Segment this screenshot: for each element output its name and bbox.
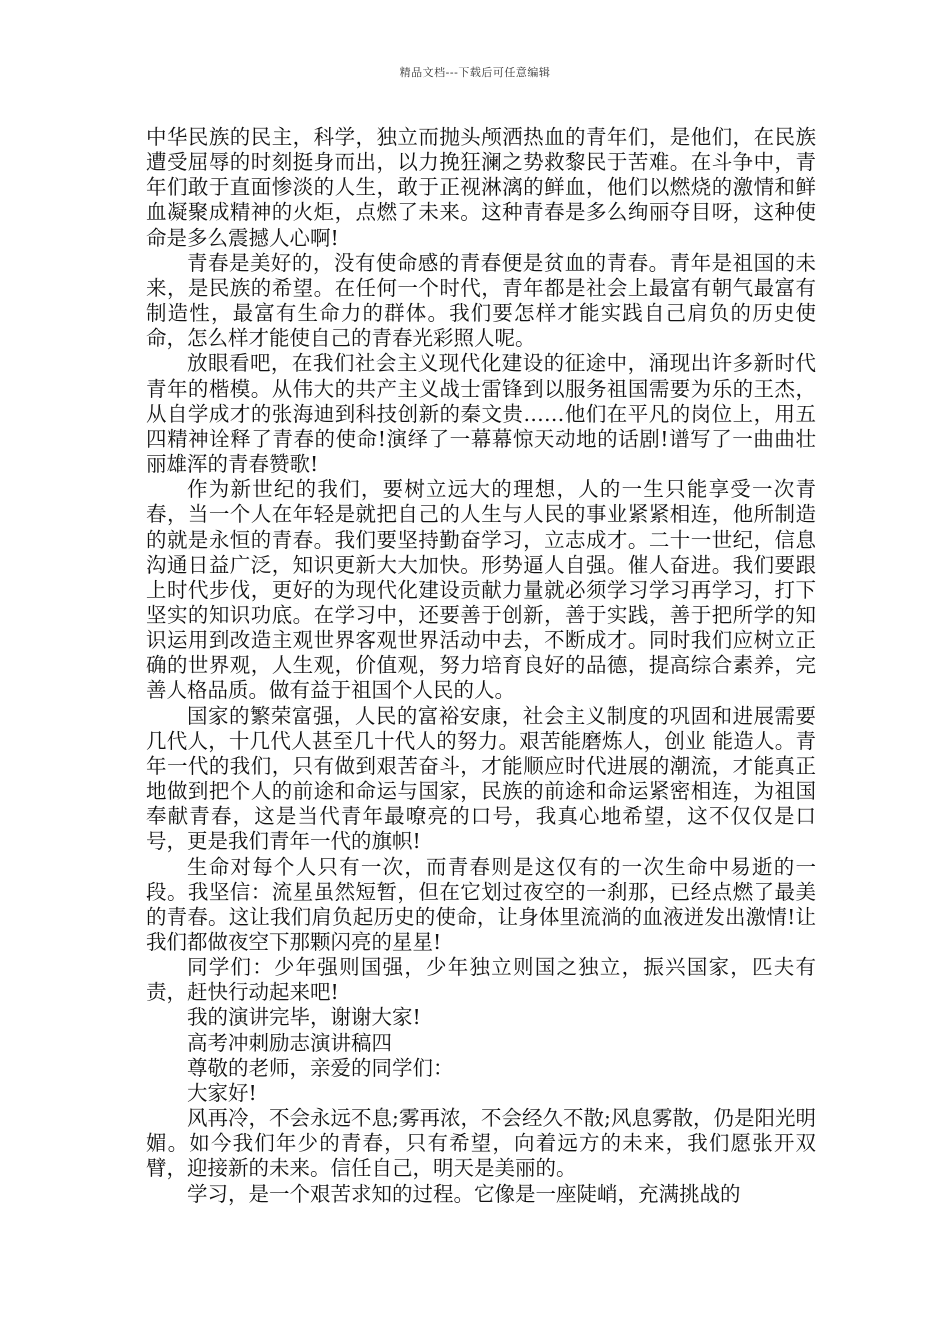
greeting: 大家好!: [187, 1080, 257, 1105]
paragraph: 同学们：少年强则国强，少年独立则国之独立，振兴国家，匹夫有责，赶快行动起来吧!: [146, 955, 816, 1005]
paragraph: 作为新世纪的我们，要树立远大的理想，人的一生只能享受一次青春，当一个人在年轻是就把自己的人生与人民的事业紧紧相连，他所制造的就是永恒的青春。我们要坚持勤奋学习，立志成才。二十一世纪，信息沟通日益广泛，知识更新大大加快。形势逼人自强。催人奋进。我们要跟上时代步伐，更好的为现代化建设贡献力量就必须学习学习再学习，打下坚实的知识功底。在学习中，还要善于创新，善于实践，善于把所学的知识运用到改造主观世界客观世界活动中去，不断成才。同时我们应树立正确的世界观，人生观，价值观，努力培育良好的品德，提高综合素养，完善人格品质。做有益于祖国个人民的人。: [146, 477, 816, 703]
page-header: 精品文档---下载后可任意编辑: [399, 66, 551, 79]
paragraph: 风再冷，不会永远不息;雾再浓，不会经久不散;风息雾散，仍是阳光明媚。如今我们年少的青春，只有希望，向着远方的未来，我们愿张开双臂，迎接新的未来。信任自己，明天是美丽的。: [146, 1106, 816, 1181]
paragraph: 学习，是一个艰苦求知的过程。它像是一座陡峭，充满挑战的: [187, 1181, 741, 1206]
paragraph: 青春是美好的，没有使命感的青春便是贫血的青春。青年是祖国的未来，是民族的希望。在任何一个时代，青年都是社会上最富有朝气最富有制造性，最富有生命力的群体。我们要怎样才能实践自己肩负的历史使命，怎么样才能使自己的青春光彩照人呢。: [146, 250, 816, 351]
paragraph: 我的演讲完毕，谢谢大家!: [187, 1005, 421, 1030]
document-body: [146, 125, 816, 1207]
salutation: 尊敬的老师，亲爱的同学们：: [187, 1055, 454, 1080]
paragraph: 国家的繁荣富强，人民的富裕安康，社会主义制度的巩固和进展需要几代人，十几代人甚至几十代人的努力。艰苦能磨炼人，创业 能造人。青年一代的我们，只有做到艰苦奋斗，才能顺应时代进展的潮流，才能真正地做到把个人的前途和命运与国家，民族的前途和命运紧密相连，为祖国奉献青春，这是当代青年最嘹亮的口号，我真心地希望，这不仅仅是口号，更是我们青年一代的旗帜!: [146, 703, 816, 854]
paragraph: 中华民族的民主，科学，独立而抛头颅洒热血的青年们，是他们，在民族遭受屈辱的时刻挺身而出，以力挽狂澜之势救黎民于苦难。在斗争中，青年们敢于直面惨淡的人生，敢于正视淋漓的鲜血，他们以燃烧的激情和鲜血凝聚成精神的火炬，点燃了未来。这种青春是多么绚丽夺目呀，这种使命是多么震撼人心啊!: [146, 125, 816, 250]
paragraph: 生命对每个人只有一次，而青春则是这仅有的一次生命中易逝的一段。我坚信：流星虽然短暂，但在它划过夜空的一刹那，已经点燃了最美的青春。这让我们肩负起历史的使命，让身体里流淌的血液迸发出激情!让我们都做夜空下那颗闪亮的星星!: [146, 854, 816, 954]
paragraph: 放眼看吧，在我们社会主义现代化建设的征途中，涌现出许多新时代青年的楷模。从伟大的共产主义战士雷锋到以服务祖国需要为乐的王杰，从自学成才的张海迪到科技创新的秦文贵……他们在平凡的岗位上，用五四精神诠释了青春的使命!演绎了一幕幕惊天动地的话剧!谱写了一曲曲壮丽雄浑的青春赞歌!: [146, 351, 816, 477]
section-title: 高考冲刺励志演讲稿四: [187, 1030, 392, 1055]
